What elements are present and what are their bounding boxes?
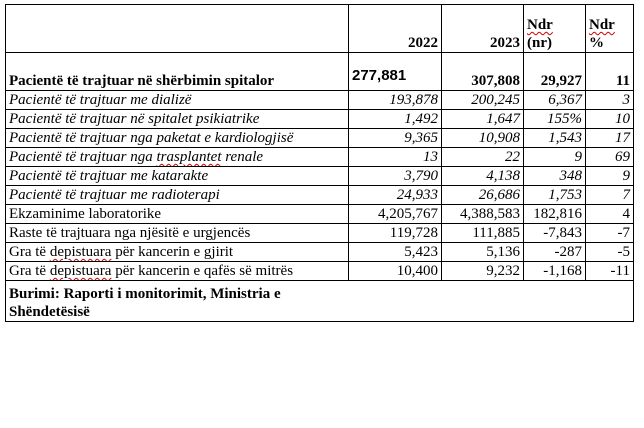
row-value-2023: 4,388,583	[442, 205, 524, 224]
row-label: Pacientë të trajtuar me katarakte	[6, 167, 349, 186]
row-value-2022: 4,205,767	[349, 205, 442, 224]
row-label: Pacientë të trajtuar me radioterapi	[6, 186, 349, 205]
row-label-part: për kancerin e qafës së mitrës	[111, 263, 294, 279]
row-value-2022: 193,878	[349, 91, 442, 110]
row-value-2023: 5,136	[442, 243, 524, 262]
row-label-part: renale	[221, 149, 264, 165]
row-label-part: depistuara	[49, 263, 112, 279]
row-pct: -5	[586, 243, 634, 262]
table-row	[6, 110, 634, 129]
table-row	[6, 205, 634, 224]
row-label-part: Gra të	[9, 244, 50, 260]
row-label: Pacientë të trajtuar me dializë	[6, 91, 349, 110]
row-label-part: për kancerin e gjirit	[111, 244, 234, 260]
header-2022: 2022	[349, 5, 442, 53]
row-ndr: -1,168	[524, 262, 586, 281]
row-label-part: Gra të	[9, 263, 50, 279]
row-label	[6, 243, 349, 262]
row-value-2023: 200,245	[442, 91, 524, 110]
row-pct: 4	[586, 205, 634, 224]
row-value-2023: 22	[442, 148, 524, 167]
row-pct: 11	[586, 53, 634, 91]
row-value-2022: 9,365	[349, 129, 442, 148]
row-ndr: 182,816	[524, 205, 586, 224]
table-row	[6, 224, 634, 243]
row-value-2023: 307,808	[442, 53, 524, 91]
row-ndr: -287	[524, 243, 586, 262]
table-row	[6, 53, 634, 91]
row-pct: 17	[586, 129, 634, 148]
row-value-2023: 9,232	[442, 262, 524, 281]
row-label: Pacientë të trajtuar në spitalet psikiatrike	[6, 110, 349, 129]
row-label: Raste të trajtuara nga njësitë e urgjencës	[6, 224, 349, 243]
table-row	[6, 262, 634, 281]
header-ndr-nr-b: (nr)	[527, 35, 552, 51]
row-label: Ekzaminime laboratorike	[6, 205, 349, 224]
row-ndr: 1,543	[524, 129, 586, 148]
header-2023: 2023	[442, 5, 524, 53]
row-value-2022: 277,881	[349, 53, 442, 91]
row-pct: 7	[586, 186, 634, 205]
row-label-part: Pacientë të trajtuar nga	[9, 149, 157, 165]
header-label-cell	[6, 5, 349, 53]
table-row	[6, 186, 634, 205]
row-label-part: depistuara	[49, 244, 112, 260]
row-pct: 10	[586, 110, 634, 129]
header-row	[6, 5, 634, 53]
row-value-2023: 111,885	[442, 224, 524, 243]
row-value-2022: 13	[349, 148, 442, 167]
row-label: Pacientë të trajtuar në shërbimin spitalor	[6, 53, 349, 91]
table-row	[6, 167, 634, 186]
table-row	[6, 129, 634, 148]
source-row	[6, 281, 634, 322]
row-pct: -7	[586, 224, 634, 243]
row-ndr: 6,367	[524, 91, 586, 110]
row-value-2022: 10,400	[349, 262, 442, 281]
row-ndr: 29,927	[524, 53, 586, 91]
statistics-table	[5, 4, 634, 322]
row-ndr: -7,843	[524, 224, 586, 243]
row-pct: 69	[586, 148, 634, 167]
row-value-2022: 119,728	[349, 224, 442, 243]
row-label: Pacientë të trajtuar nga paketat e kardiologjisë	[6, 129, 349, 148]
header-ndr-pct-a: Ndr	[589, 17, 615, 33]
source-note: Burimi: Raporti i monitorimit, Ministria e Shëndetësisë	[6, 281, 634, 322]
header-ndr-nr	[524, 5, 586, 53]
row-label-part: trasplantet	[156, 149, 222, 165]
row-value-2022: 3,790	[349, 167, 442, 186]
row-value-2023: 4,138	[442, 167, 524, 186]
row-ndr: 348	[524, 167, 586, 186]
row-value-2022: 24,933	[349, 186, 442, 205]
table-row	[6, 243, 634, 262]
row-label	[6, 148, 349, 167]
table-container	[5, 4, 634, 322]
row-value-2022: 5,423	[349, 243, 442, 262]
table-row	[6, 91, 634, 110]
table-row	[6, 148, 634, 167]
row-ndr: 155%	[524, 110, 586, 129]
row-value-2023: 1,647	[442, 110, 524, 129]
header-ndr-pct	[586, 5, 634, 53]
row-ndr: 9	[524, 148, 586, 167]
header-ndr-pct-b: %	[589, 35, 604, 51]
row-value-2023: 26,686	[442, 186, 524, 205]
row-pct: -11	[586, 262, 634, 281]
row-pct: 9	[586, 167, 634, 186]
row-pct: 3	[586, 91, 634, 110]
row-ndr: 1,753	[524, 186, 586, 205]
row-value-2022: 1,492	[349, 110, 442, 129]
row-label	[6, 262, 349, 281]
header-ndr-nr-a: Ndr	[527, 17, 553, 33]
row-value-2023: 10,908	[442, 129, 524, 148]
